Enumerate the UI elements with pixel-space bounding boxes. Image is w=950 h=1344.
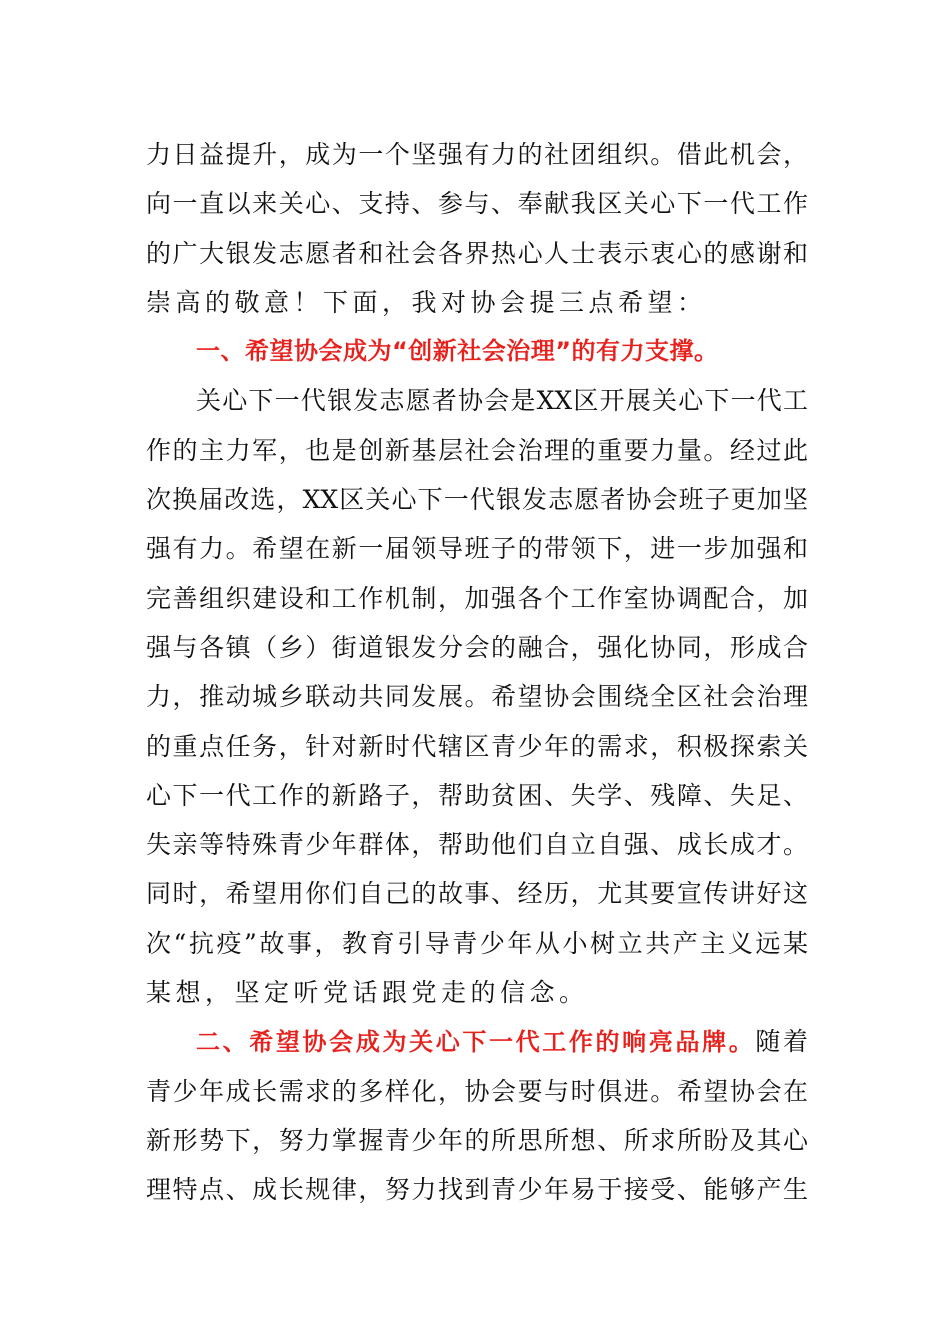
para3-line-3: 新形势下，努力掌握青少年的所思所想、所求所盼及其心 (146, 1125, 808, 1155)
para2-line-3: 次换届改选，XX区关心下一代银发志愿者协会班子更加坚 (146, 485, 808, 515)
para2-line-8: 的重点任务，针对新时代辖区青少年的需求，积极探索关 (146, 731, 808, 761)
para2-line-4: 强有力。希望在新一届领导班子的带领下，进一步加强和 (146, 534, 808, 564)
para2-line-5: 完善组织建设和工作机制，加强各个工作室协调配合，加 (146, 583, 808, 613)
para2-line-10: 失亲等特殊青少年群体，帮助他们自立自强、成长成才。 (146, 830, 808, 860)
para2-line-6: 强与各镇（乡）街道银发分会的融合，强化协同，形成合 (146, 632, 808, 662)
para2-line-1: 关心下一代银发志愿者协会是XX区开展关心下一代工 (196, 386, 808, 416)
para1-line-2: 向一直以来关心、支持、参与、奉献我区关心下一代工作 (146, 189, 808, 219)
para3-line-4: 理特点、成长规律，努力找到青少年易于接受、能够产生 (146, 1175, 808, 1205)
para2-line-11: 同时，希望用你们自己的故事、经历，尤其要宣传讲好这 (146, 879, 808, 909)
para2-line-2: 作的主力军，也是创新基层社会治理的重要力量。经过此 (146, 435, 808, 465)
para2-line-9: 心下一代工作的新路子，帮助贫困、失学、残障、失足、 (146, 780, 808, 810)
section-heading-1: 一、希望协会成为“创新社会治理”的有力支撑。 (196, 337, 719, 366)
section-heading-2: 二、希望协会成为关心下一代工作的响亮品牌。 (196, 1028, 756, 1057)
para1-line-4: 崇高的敬意！下面，我对协会提三点希望： (146, 287, 707, 317)
para3-line-2: 青少年成长需求的多样化，协会要与时俱进。希望协会在 (146, 1076, 808, 1106)
para3-line-1 (146, 1017, 808, 1066)
para2-line-13: 某想，坚定听党话跟党走的信念。 (146, 978, 589, 1008)
para1-line-1: 力日益提升，成为一个坚强有力的社团组织。借此机会， (146, 140, 808, 169)
para3-line-1-rest: 随着 (755, 1027, 808, 1057)
para2-line-12: 次“抗疫”故事，教育引导青少年从小树立共产主义远某 (146, 928, 808, 958)
para2-line-7: 力，推动城乡联动共同发展。希望协会围绕全区社会治理 (146, 682, 808, 712)
para1-line-3: 的广大银发志愿者和社会各界热心人士表示衷心的感谢和 (146, 238, 808, 268)
document-body (146, 130, 808, 1215)
